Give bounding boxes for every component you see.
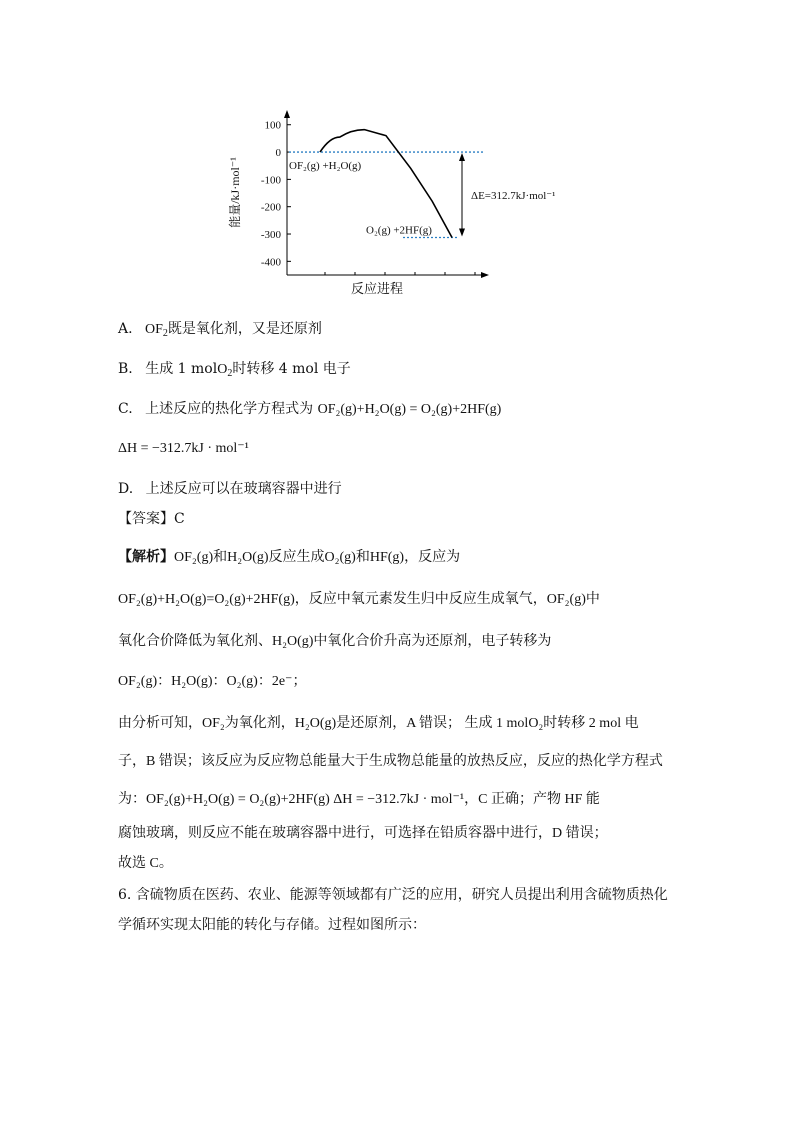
y-axis-label: 能量/kJ·mol⁻¹ <box>228 157 242 228</box>
option-d: D. 上述反应可以在玻璃容器中进行 <box>118 481 342 497</box>
energy-curve <box>320 130 452 238</box>
y-tick-label: 100 <box>264 119 281 132</box>
analysis-line-2: OF₂(g)+H₂O(g)=O₂(g)+2HF(g)，反应中氧元素发生归中反应生成氧气，OF₂(g)中 <box>118 592 600 607</box>
question-6-line-1: 6. 含硫物质在医药、农业、能源等领域都有广泛的应用，研究人员提出利用含硫物质热化 <box>118 887 668 903</box>
y-tick-label: -200 <box>260 201 281 214</box>
question-6-line-2: 学循环实现太阳能的转化与存储。过程如图所示： <box>118 917 426 933</box>
delta-e-arrowhead-top <box>459 153 465 161</box>
y-tick-label: -100 <box>260 174 281 187</box>
y-tick-label: -300 <box>260 229 281 242</box>
y-ticks <box>261 120 291 269</box>
product-label: O₂(g) +2HF(g) <box>366 224 432 237</box>
x-axis-arrow <box>481 272 489 278</box>
analysis-line-8: 腐蚀玻璃，则反应不能在玻璃容器中进行，可选择在铅质容器中进行，D 错误； <box>118 826 608 841</box>
option-c: C. 上述反应的热化学方程式为 OF₂(g)+H₂O(g) = O₂(g)+2HF(g) <box>118 401 502 417</box>
analysis-line-1: 【解析】OF₂(g)和H₂O(g)反应生成O₂(g)和HF(g)，反应为 <box>118 549 461 565</box>
y-tick-label: 0 <box>275 147 281 160</box>
analysis-line-9: 故选 C。 <box>118 856 173 871</box>
answer: 【答案】C <box>118 511 185 527</box>
y-tick-label: -400 <box>260 256 281 269</box>
chart-marks <box>289 130 555 238</box>
delta-e-arrowhead-bottom <box>459 228 465 236</box>
option-a: A. $OF_2$既是氧化剂，又是还原剂 <box>118 321 322 339</box>
analysis-line-5: 由分析可知，OF₂为氧化剂，H₂O(g)是还原剂，A 错误； 生成 1 molO₂时转移 2 mol 电 <box>118 716 639 731</box>
delta-e-label: ΔE=312.7kJ·mol⁻¹ <box>471 189 556 202</box>
option-c-enthalpy: ΔH = −312.7kJ · mol⁻¹ <box>118 441 249 456</box>
analysis-line-4: OF₂(g)：H₂O(g)：O₂(g)：2e⁻； <box>118 674 307 689</box>
energy-diagram <box>225 110 556 300</box>
option-b: B. 生成 1 molO$_2$时转移 4 mol 电子 <box>118 361 351 379</box>
analysis-line-7: 为：OF₂(g)+H₂O(g) = O₂(g)+2HF(g) ΔH = −312.7kJ · mol⁻¹，C 正确；产物 HF 能 <box>118 792 600 807</box>
reactant-label: OF₂(g) +H₂O(g) <box>289 160 362 173</box>
x-axis-label: 反应进程 <box>350 281 404 296</box>
y-axis-arrow <box>284 110 290 118</box>
analysis-line-3: 氧化合价降低为氧化剂、H₂O(g)中氧化合价升高为还原剂，电子转移为 <box>118 634 552 649</box>
analysis-line-6: 子，B 错误；该反应为反应物总能量大于生成物总能量的放热反应，反应的热化学方程式 <box>118 754 663 769</box>
